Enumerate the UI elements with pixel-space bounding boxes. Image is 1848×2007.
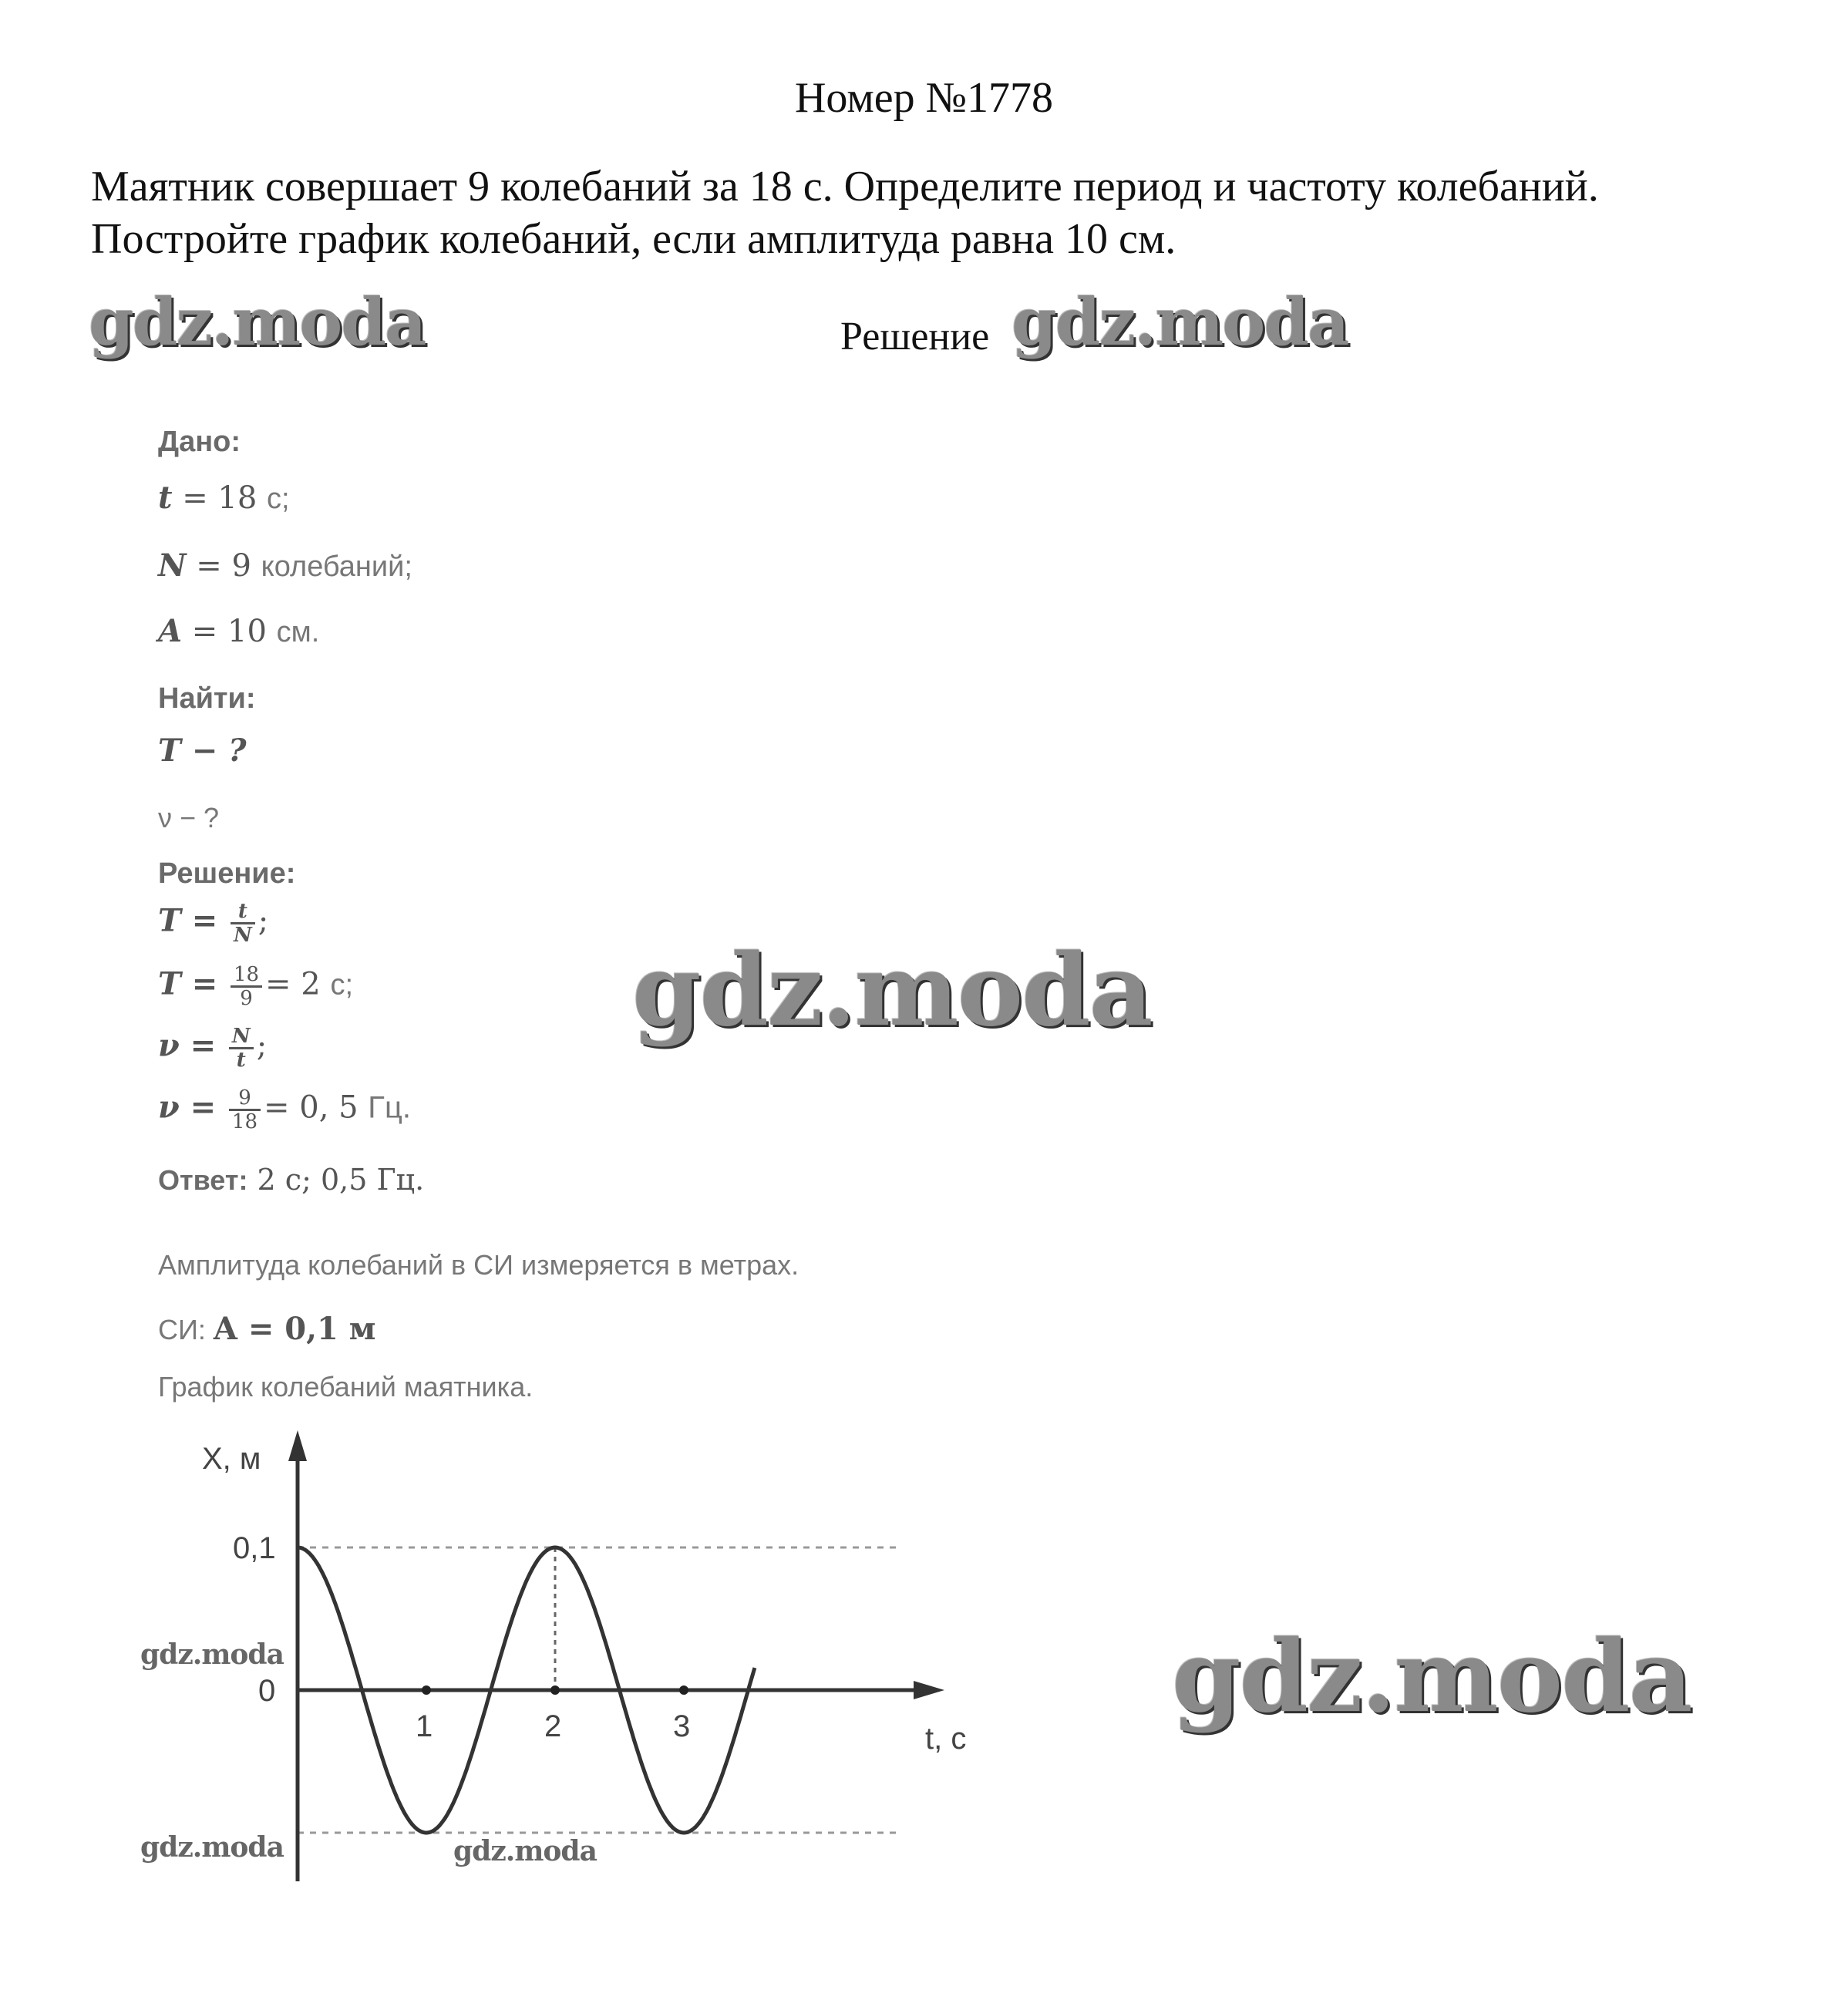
unit-oscillations: колебаний; — [261, 551, 412, 583]
x-axis-label: t, с — [925, 1722, 967, 1756]
si-value: A = 0,1 м — [213, 1311, 376, 1347]
watermark-logo: gdz.moda — [1172, 1619, 1691, 1735]
page-title: Номер №1778 — [794, 74, 1054, 122]
given-amplitude-value: = 10 — [182, 614, 277, 649]
fraction-denominator: 18 — [231, 1110, 258, 1133]
given-time-value: = 18 — [172, 480, 268, 516]
formula-lhs: T = — [158, 902, 218, 939]
x-axis-arrow — [914, 1681, 944, 1699]
x-tick-label: 1 — [416, 1709, 433, 1743]
fraction-numerator: t — [237, 900, 247, 923]
watermark-logo: gdz.moda — [1012, 284, 1348, 360]
x-tick-dot — [550, 1685, 560, 1695]
formula-lhs: T = — [158, 965, 218, 1002]
fraction-denominator: N — [233, 924, 252, 947]
fraction-denominator: t — [236, 1049, 246, 1072]
find-period: T − ? — [158, 732, 247, 769]
var-t: t — [158, 480, 173, 516]
unit-seconds: с; — [330, 968, 353, 1002]
watermark-small: gdz.moda — [453, 1835, 597, 1867]
x-tick-dot — [679, 1685, 688, 1695]
si-prefix: СИ: — [158, 1314, 206, 1345]
graph-caption: График колебаний маятника. — [158, 1371, 534, 1403]
given-label: Дано: — [158, 426, 241, 458]
unit-hertz: Гц. — [368, 1090, 411, 1125]
watermark-logo: gdz.moda — [89, 284, 426, 360]
x-tick-label: 3 — [673, 1709, 691, 1743]
find-label: Найти: — [158, 682, 256, 715]
var-a: A — [158, 613, 183, 649]
y-axis-label: X, м — [202, 1442, 261, 1476]
unit-cm: см. — [276, 616, 320, 648]
formula-lhs: ν = — [158, 1027, 217, 1064]
var-n: N — [158, 547, 187, 584]
answer-text: 2 с; 0,5 Гц. — [247, 1163, 425, 1197]
find-frequency: ν − ? — [158, 802, 220, 833]
formula-lhs: ν = — [158, 1089, 217, 1126]
solution-heading: Решение — [840, 315, 990, 359]
fraction-denominator: 9 — [240, 987, 253, 1010]
fraction-numerator: 9 — [229, 1087, 261, 1111]
watermark-logo: gdz.moda — [632, 933, 1152, 1049]
problem-text-line-1: Маятник совершает 9 колебаний за 18 с. Определите период и частоту колебаний. — [91, 163, 1599, 210]
y-axis-arrow — [288, 1430, 307, 1461]
x-tick-dot — [422, 1685, 431, 1695]
si-note: Амплитуда колебаний в СИ измеряется в метрах. — [158, 1249, 799, 1281]
watermark-small: gdz.moda — [140, 1831, 284, 1864]
given-count-value: = 9 — [186, 548, 261, 584]
solution-label: Решение: — [158, 857, 296, 890]
formula-result: = 0, 5 — [264, 1089, 358, 1126]
problem-text-line-2: Постройте график колебаний, если амплитуда равна 10 см. — [91, 215, 1176, 263]
formula-end: ; — [256, 1028, 268, 1064]
unit-seconds: с; — [267, 483, 290, 515]
fraction-numerator: N — [231, 1025, 251, 1048]
fraction-numerator: 18 — [231, 964, 262, 988]
watermark-small: gdz.moda — [140, 1638, 284, 1671]
y-tick-label: 0 — [258, 1674, 276, 1708]
formula-end: ; — [258, 903, 269, 939]
x-tick-label: 2 — [544, 1709, 562, 1743]
formula-result: = 2 — [265, 966, 321, 1002]
y-tick-label: 0,1 — [233, 1531, 276, 1565]
answer-label: Ответ: — [158, 1164, 248, 1196]
